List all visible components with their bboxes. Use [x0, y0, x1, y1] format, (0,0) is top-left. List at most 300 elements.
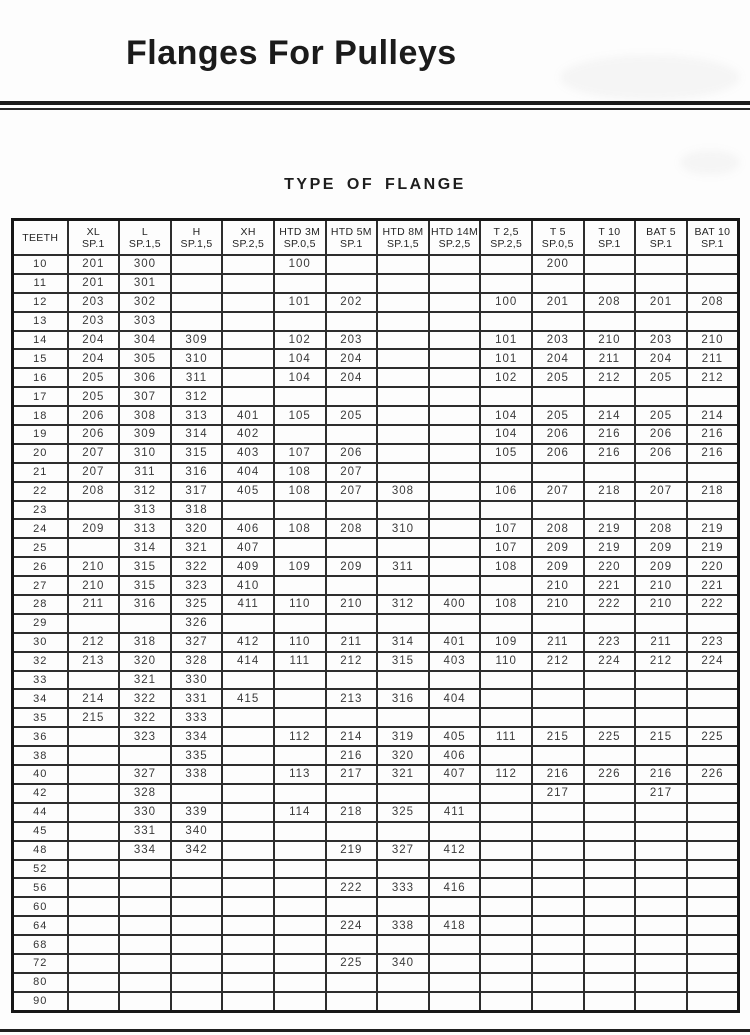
table-cell [687, 671, 739, 690]
table-cell [429, 368, 481, 387]
table-cell [429, 425, 481, 444]
table-cell [377, 822, 429, 841]
table-cell [635, 973, 687, 992]
table-cell [635, 935, 687, 954]
table-row-teeth-15 [13, 349, 739, 368]
table-cell: 330 [119, 803, 171, 822]
table-cell: 204 [635, 349, 687, 368]
table-cell: 207 [532, 482, 584, 501]
table-cell: 204 [68, 349, 120, 368]
table-cell [68, 727, 120, 746]
teeth-cell: 10 [13, 255, 68, 274]
table-cell [222, 935, 274, 954]
table-row-teeth-56 [13, 878, 739, 897]
table-row-teeth-12 [13, 293, 739, 312]
table-cell: 310 [171, 349, 223, 368]
column-header-line1: H [192, 225, 201, 238]
teeth-cell: 30 [13, 633, 68, 652]
table-cell: 333 [377, 878, 429, 897]
table-cell: 305 [119, 349, 171, 368]
table-cell: 208 [687, 293, 739, 312]
table-cell: 206 [532, 425, 584, 444]
table-cell [274, 501, 326, 520]
table-cell [377, 935, 429, 954]
table-cell [222, 992, 274, 1011]
table-cell: 325 [171, 595, 223, 614]
table-cell [532, 878, 584, 897]
teeth-cell: 56 [13, 878, 68, 897]
table-row-teeth-30 [13, 633, 739, 652]
table-cell: 203 [532, 331, 584, 350]
teeth-cell: 20 [13, 444, 68, 463]
table-row-teeth-27 [13, 576, 739, 595]
table-cell [326, 708, 378, 727]
teeth-cell: 18 [13, 406, 68, 425]
table-cell [429, 406, 481, 425]
table-cell [532, 803, 584, 822]
table-row-teeth-90 [13, 992, 739, 1011]
title-rule-thin [0, 108, 750, 110]
teeth-cell: 25 [13, 538, 68, 557]
table-cell [377, 992, 429, 1011]
table-cell [480, 841, 532, 860]
table-cell [584, 255, 636, 274]
table-cell [326, 860, 378, 879]
table-cell [480, 463, 532, 482]
table-cell [222, 765, 274, 784]
table-cell [635, 689, 687, 708]
table-cell [274, 954, 326, 973]
table-cell: 205 [68, 368, 120, 387]
table-cell: 209 [635, 538, 687, 557]
teeth-cell: 90 [13, 992, 68, 1011]
table-cell [584, 387, 636, 406]
table-cell: 214 [68, 689, 120, 708]
table-cell [222, 803, 274, 822]
table-row-teeth-45 [13, 822, 739, 841]
column-header-line1: HTD 14M [431, 225, 479, 238]
title-rule-thick [0, 101, 750, 105]
table-cell: 211 [584, 349, 636, 368]
table-cell [326, 822, 378, 841]
table-cell: 325 [377, 803, 429, 822]
table-cell [326, 255, 378, 274]
table-cell: 209 [635, 557, 687, 576]
table-cell [68, 878, 120, 897]
table-cell [687, 255, 739, 274]
table-cell: 110 [274, 595, 326, 614]
table-cell: 214 [687, 406, 739, 425]
table-cell [584, 312, 636, 331]
table-cell [480, 576, 532, 595]
column-header-line2: SP.1 [649, 237, 673, 250]
table-cell: 308 [377, 482, 429, 501]
table-cell: 316 [171, 463, 223, 482]
table-cell [171, 897, 223, 916]
table-cell [584, 897, 636, 916]
table-cell: 212 [532, 652, 584, 671]
table-cell [687, 916, 739, 935]
table-cell [68, 916, 120, 935]
table-cell: 212 [687, 368, 739, 387]
table-cell: 221 [584, 576, 636, 595]
table-cell: 108 [480, 557, 532, 576]
table-cell: 205 [532, 406, 584, 425]
table-cell [584, 274, 636, 293]
table-cell: 216 [687, 425, 739, 444]
table-cell: 104 [480, 406, 532, 425]
table-cell: 338 [377, 916, 429, 935]
table-cell [687, 841, 739, 860]
table-cell [480, 803, 532, 822]
table-cell: 308 [119, 406, 171, 425]
column-header-t-2-5 [480, 220, 532, 256]
table-cell [584, 841, 636, 860]
table-cell: 330 [171, 671, 223, 690]
column-header-line1: TEETH [22, 231, 59, 244]
table-cell: 221 [687, 576, 739, 595]
table-cell: 411 [429, 803, 481, 822]
table-cell [274, 992, 326, 1011]
table-cell [377, 255, 429, 274]
table-cell [222, 727, 274, 746]
table-cell [429, 897, 481, 916]
table-cell [429, 463, 481, 482]
table-cell [429, 708, 481, 727]
table-cell: 201 [635, 293, 687, 312]
table-cell: 212 [584, 368, 636, 387]
table-cell [119, 992, 171, 1011]
table-cell: 412 [429, 841, 481, 860]
table-cell [222, 255, 274, 274]
table-cell: 340 [171, 822, 223, 841]
table-cell: 326 [171, 614, 223, 633]
teeth-cell: 28 [13, 595, 68, 614]
table-cell: 210 [68, 576, 120, 595]
table-cell: 223 [584, 633, 636, 652]
table-cell: 225 [326, 954, 378, 973]
table-row-teeth-40 [13, 765, 739, 784]
table-cell [584, 860, 636, 879]
table-cell: 327 [171, 633, 223, 652]
table-row-teeth-64 [13, 916, 739, 935]
table-cell: 314 [377, 633, 429, 652]
table-cell [429, 671, 481, 690]
table-cell: 204 [326, 368, 378, 387]
table-cell: 311 [171, 368, 223, 387]
table-cell [480, 274, 532, 293]
teeth-cell: 44 [13, 803, 68, 822]
table-row-teeth-23 [13, 501, 739, 520]
table-cell [222, 368, 274, 387]
table-cell [222, 614, 274, 633]
column-header-line2: SP.1 [340, 237, 363, 250]
table-cell [119, 973, 171, 992]
table-cell [274, 671, 326, 690]
table-cell [532, 746, 584, 765]
table-cell [635, 878, 687, 897]
table-cell [222, 501, 274, 520]
table-cell [222, 897, 274, 916]
table-cell: 318 [119, 633, 171, 652]
table-body [13, 255, 739, 1011]
table-cell [480, 992, 532, 1011]
table-cell [635, 954, 687, 973]
table-cell: 316 [119, 595, 171, 614]
table-cell [68, 841, 120, 860]
table-row-teeth-42 [13, 784, 739, 803]
table-cell: 407 [222, 538, 274, 557]
column-header-teeth [13, 220, 68, 256]
table-cell [274, 387, 326, 406]
table-cell: 409 [222, 557, 274, 576]
table-cell [326, 274, 378, 293]
table-cell: 412 [222, 633, 274, 652]
table-row-teeth-13 [13, 312, 739, 331]
table-cell: 205 [532, 368, 584, 387]
table-cell: 104 [274, 368, 326, 387]
table-cell [119, 954, 171, 973]
table-cell [222, 822, 274, 841]
table-cell: 222 [584, 595, 636, 614]
table-cell: 212 [635, 652, 687, 671]
table-cell: 318 [171, 501, 223, 520]
table-cell [635, 860, 687, 879]
table-cell [68, 614, 120, 633]
table-cell [377, 387, 429, 406]
table-cell: 226 [584, 765, 636, 784]
table-row-teeth-21 [13, 463, 739, 482]
table-cell: 211 [326, 633, 378, 652]
table-row-teeth-52 [13, 860, 739, 879]
column-header-bat-10 [687, 220, 739, 256]
table-cell [687, 878, 739, 897]
table-cell: 319 [377, 727, 429, 746]
table-cell [584, 992, 636, 1011]
teeth-cell: 38 [13, 746, 68, 765]
table-cell [532, 312, 584, 331]
column-header-line2: SP.1,5 [180, 237, 213, 250]
table-cell [687, 822, 739, 841]
teeth-cell: 42 [13, 784, 68, 803]
table-row-teeth-48 [13, 841, 739, 860]
table-cell [68, 897, 120, 916]
table-cell [584, 784, 636, 803]
table-cell: 300 [119, 255, 171, 274]
table-cell: 219 [584, 538, 636, 557]
table-cell: 203 [68, 293, 120, 312]
table-cell [480, 614, 532, 633]
column-header-line1: T 5 [549, 225, 566, 238]
table-cell: 310 [119, 444, 171, 463]
table-cell [171, 274, 223, 293]
table-cell: 224 [326, 916, 378, 935]
table-cell [635, 841, 687, 860]
table-cell [480, 973, 532, 992]
table-cell [584, 822, 636, 841]
table-cell [119, 916, 171, 935]
table-cell [171, 878, 223, 897]
table-cell [687, 860, 739, 879]
table-cell: 210 [326, 595, 378, 614]
table-cell: 113 [274, 765, 326, 784]
table-row-teeth-16 [13, 368, 739, 387]
table-cell: 410 [222, 576, 274, 595]
table-cell [326, 425, 378, 444]
flange-table [11, 218, 740, 1013]
table-cell: 110 [480, 652, 532, 671]
teeth-cell: 68 [13, 935, 68, 954]
table-row-teeth-36 [13, 727, 739, 746]
table-cell [429, 482, 481, 501]
table-cell [480, 312, 532, 331]
table-cell [687, 954, 739, 973]
table-cell: 218 [326, 803, 378, 822]
table-cell [532, 841, 584, 860]
table-cell: 307 [119, 387, 171, 406]
table-cell [274, 689, 326, 708]
table-cell: 301 [119, 274, 171, 293]
table-cell [326, 784, 378, 803]
table-cell [222, 784, 274, 803]
table-cell [68, 501, 120, 520]
table-cell: 403 [429, 652, 481, 671]
table-cell [377, 331, 429, 350]
table-cell: 335 [171, 746, 223, 765]
table-cell [222, 916, 274, 935]
table-cell [222, 841, 274, 860]
table-cell [326, 501, 378, 520]
table-cell: 104 [480, 425, 532, 444]
table-row-teeth-60 [13, 897, 739, 916]
table-cell: 225 [687, 727, 739, 746]
table-cell: 309 [119, 425, 171, 444]
table-cell [480, 708, 532, 727]
table-cell: 322 [119, 689, 171, 708]
table-cell [429, 784, 481, 803]
table-cell [635, 463, 687, 482]
table-cell [274, 614, 326, 633]
table-cell [429, 312, 481, 331]
teeth-cell: 19 [13, 425, 68, 444]
table-cell [532, 916, 584, 935]
table-cell [429, 349, 481, 368]
table-cell [377, 614, 429, 633]
table-cell: 210 [635, 576, 687, 595]
table-cell: 220 [584, 557, 636, 576]
table-cell [68, 954, 120, 973]
table-row-teeth-68 [13, 935, 739, 954]
table-cell [274, 973, 326, 992]
table-cell: 203 [68, 312, 120, 331]
table-row-teeth-24 [13, 519, 739, 538]
table-row-teeth-38 [13, 746, 739, 765]
table-cell [222, 878, 274, 897]
column-header-l [119, 220, 171, 256]
table-cell [584, 708, 636, 727]
table-cell [377, 973, 429, 992]
table-cell: 211 [68, 595, 120, 614]
table-cell [377, 501, 429, 520]
table-cell: 107 [480, 519, 532, 538]
table-cell [68, 765, 120, 784]
table-cell [480, 784, 532, 803]
table-cell [171, 293, 223, 312]
table-cell [222, 746, 274, 765]
table-cell: 311 [377, 557, 429, 576]
table-cell [222, 349, 274, 368]
table-cell: 403 [222, 444, 274, 463]
table-row-teeth-25 [13, 538, 739, 557]
column-header-line2: SP.1 [598, 237, 621, 250]
table-cell: 204 [532, 349, 584, 368]
column-header-line2: SP.1,5 [386, 237, 419, 250]
table-cell [429, 935, 481, 954]
table-cell: 100 [480, 293, 532, 312]
table-cell [222, 954, 274, 973]
table-cell [532, 614, 584, 633]
table-cell [635, 614, 687, 633]
table-cell [687, 746, 739, 765]
table-cell: 312 [171, 387, 223, 406]
table-cell: 214 [584, 406, 636, 425]
table-cell [377, 538, 429, 557]
table-cell: 224 [584, 652, 636, 671]
column-header-line2: SP.2,5 [438, 237, 471, 250]
teeth-cell: 11 [13, 274, 68, 293]
table-cell [377, 293, 429, 312]
table-cell [584, 671, 636, 690]
table-cell [687, 784, 739, 803]
table-cell: 217 [635, 784, 687, 803]
table-cell [377, 897, 429, 916]
column-header-h [171, 220, 223, 256]
table-cell [584, 916, 636, 935]
table-cell: 404 [429, 689, 481, 708]
column-header-line1: XL [86, 225, 101, 238]
table-cell: 200 [532, 255, 584, 274]
table-cell [274, 784, 326, 803]
table-cell: 213 [68, 652, 120, 671]
table-cell: 108 [274, 482, 326, 501]
table-cell [687, 897, 739, 916]
table-cell: 339 [171, 803, 223, 822]
table-row-teeth-11 [13, 274, 739, 293]
table-cell: 206 [532, 444, 584, 463]
table-cell: 321 [119, 671, 171, 690]
table-cell: 323 [119, 727, 171, 746]
table-cell: 406 [429, 746, 481, 765]
table-cell: 312 [119, 482, 171, 501]
table-cell: 328 [119, 784, 171, 803]
table-cell [584, 463, 636, 482]
table-cell: 102 [480, 368, 532, 387]
table-cell [687, 274, 739, 293]
table-cell: 418 [429, 916, 481, 935]
table-cell [635, 501, 687, 520]
table-cell: 342 [171, 841, 223, 860]
table-cell: 205 [68, 387, 120, 406]
table-cell: 206 [635, 425, 687, 444]
table-cell [326, 538, 378, 557]
teeth-cell: 33 [13, 671, 68, 690]
table-cell [222, 708, 274, 727]
table-row-teeth-29 [13, 614, 739, 633]
column-header-line1: HTD 3M [279, 225, 321, 238]
table-cell [532, 708, 584, 727]
table-cell: 321 [377, 765, 429, 784]
table-cell [171, 255, 223, 274]
